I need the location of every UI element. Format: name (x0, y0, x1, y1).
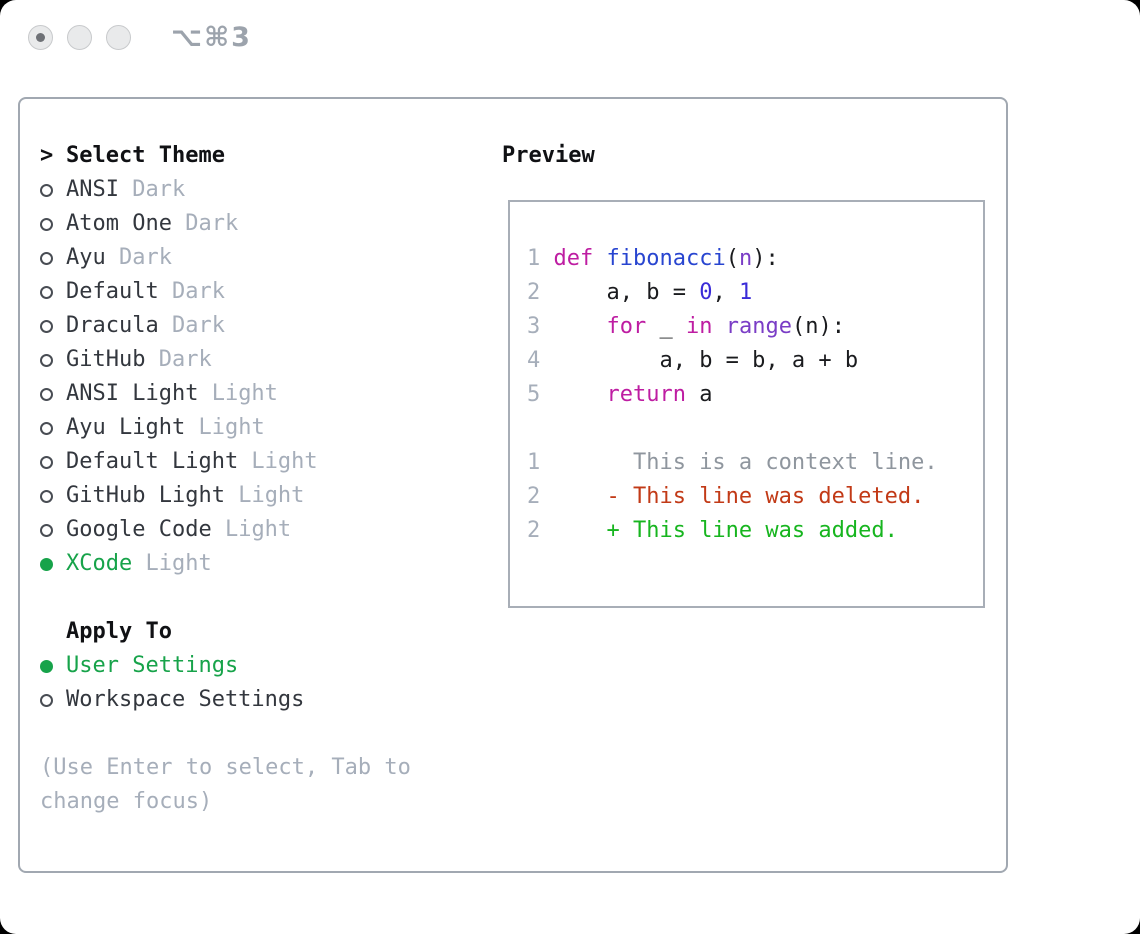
theme-item-name: Ayu Light (66, 415, 186, 440)
diff-line: 1 This is a context line. (527, 450, 938, 475)
window-button-minimize-icon[interactable] (67, 25, 92, 50)
theme-item-name: Ayu (66, 245, 106, 270)
theme-item-variant: Dark (145, 347, 212, 372)
keyboard-shortcut-label: ⌥⌘3 (171, 21, 252, 53)
theme-item-variant: Dark (158, 313, 225, 338)
theme-item-name: Atom One (66, 211, 172, 236)
spacer (527, 412, 983, 446)
theme-item-name: Default (66, 279, 159, 304)
theme-item[interactable] (40, 411, 411, 445)
radio-unselected-icon (40, 388, 66, 401)
radio-unselected-icon (40, 286, 66, 299)
radio-unselected-icon (40, 456, 66, 469)
apply-option-label: Workspace Settings (66, 687, 305, 712)
theme-item-variant: Light (211, 517, 292, 542)
code-line: 3 for _ in range(n): (527, 314, 845, 339)
theme-item-variant: Dark (118, 177, 186, 202)
code-preview (527, 242, 983, 412)
theme-item-name: ANSI (66, 177, 119, 202)
radio-unselected-icon (40, 252, 66, 265)
cursor-icon: > (40, 143, 54, 168)
theme-item[interactable] (40, 547, 411, 581)
radio-unselected-icon (40, 422, 66, 435)
spacer (40, 717, 411, 751)
hint-line-2: change focus) (40, 789, 213, 814)
theme-item-variant: Light (238, 449, 318, 474)
code-line: 2 a, b = 0, 1 (527, 280, 753, 305)
radio-unselected-icon (40, 218, 66, 231)
theme-item[interactable] (40, 513, 411, 547)
theme-item-variant: Dark (158, 279, 225, 304)
spacer (40, 581, 411, 615)
code-line: 5 return a (527, 382, 713, 407)
window-button-close-icon[interactable] (28, 25, 53, 50)
radio-selected-icon (40, 660, 66, 673)
apply-option[interactable] (40, 683, 411, 717)
apply-option-label: User Settings (66, 653, 239, 678)
diff-line: 2 - This line was deleted. (527, 484, 925, 509)
apply-option[interactable] (40, 649, 411, 683)
theme-item-name: Google Code (66, 517, 212, 542)
theme-item-variant: Light (224, 483, 305, 508)
theme-item-variant: Light (198, 381, 278, 406)
theme-item[interactable] (40, 173, 411, 207)
apply-to-header: Apply To (66, 619, 172, 644)
theme-item-variant: Light (132, 551, 212, 576)
radio-unselected-icon (40, 354, 66, 367)
diff-preview (527, 446, 983, 548)
theme-item-name: XCode (66, 551, 133, 576)
radio-unselected-icon (40, 694, 66, 707)
theme-item-name: GitHub (66, 347, 146, 372)
theme-list-header (40, 139, 411, 173)
theme-item[interactable] (40, 207, 411, 241)
radio-unselected-icon (40, 320, 66, 333)
theme-item-name: GitHub Light (66, 483, 225, 508)
main-panel (18, 97, 1008, 873)
window-button-zoom-icon[interactable] (106, 25, 131, 50)
theme-item-variant: Dark (171, 211, 239, 236)
page-title: Select Theme (66, 143, 225, 168)
radio-unselected-icon (40, 184, 66, 197)
theme-item[interactable] (40, 241, 411, 275)
diff-line: 2 + This line was added. (527, 518, 898, 543)
radio-selected-icon (40, 558, 66, 571)
theme-item-variant: Light (185, 415, 265, 440)
radio-unselected-icon (40, 490, 66, 503)
theme-item[interactable] (40, 377, 411, 411)
radio-unselected-icon (40, 524, 66, 537)
theme-list (40, 139, 411, 819)
theme-items (40, 173, 411, 581)
theme-item[interactable] (40, 343, 411, 377)
code-line: 1 def fibonacci(n): (527, 246, 779, 271)
hint-line-1: (Use Enter to select, Tab to (40, 755, 411, 780)
theme-item-variant: Dark (105, 245, 172, 270)
theme-item-name: ANSI Light (66, 381, 199, 406)
theme-item-name: Default Light (66, 449, 239, 474)
titlebar (0, 0, 1140, 74)
preview-title: Preview (502, 143, 595, 168)
code-line: 4 a, b = b, a + b (527, 348, 859, 373)
preview-box (508, 200, 985, 608)
theme-item[interactable] (40, 275, 411, 309)
theme-item[interactable] (40, 309, 411, 343)
apply-options (40, 649, 411, 717)
theme-item[interactable] (40, 445, 411, 479)
theme-item-name: Dracula (66, 313, 159, 338)
theme-item[interactable] (40, 479, 411, 513)
